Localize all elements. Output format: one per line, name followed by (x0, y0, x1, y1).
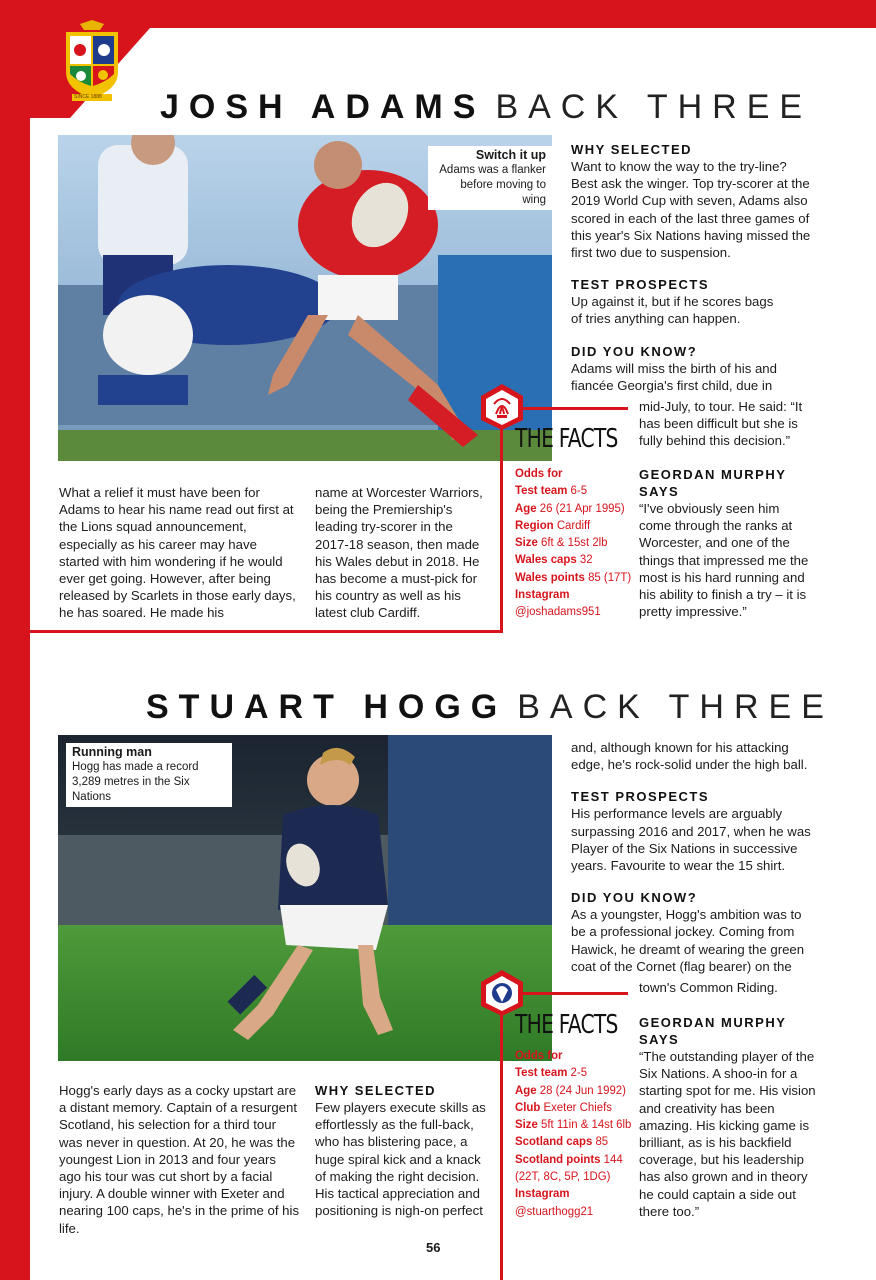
adams-fact-row: Size 6ft & 15st 2lb (515, 535, 608, 550)
hogg-caption-line2: 3,289 metres in the Six Nations (72, 776, 190, 803)
adams-why-heading: WHY SELECTED (571, 142, 693, 157)
hogg-fact-row: Scotland points 144 (515, 1151, 623, 1166)
hogg-position: BACK THREE (517, 688, 834, 726)
page-number: 56 (426, 1240, 441, 1255)
hogg-fact-row: Test team 2-5 (515, 1065, 588, 1080)
hogg-cont-text: and, although known for his attacking edge, he's rock-solid under the high ball. (571, 740, 808, 773)
adams-dyk-heading: DID YOU KNOW? (571, 343, 698, 359)
hogg-dyk-heading: DID YOU KNOW? (571, 890, 698, 906)
adams-caption-title: Switch it up (475, 148, 546, 162)
hogg-facts-title: THE FACTS (515, 1010, 618, 1040)
adams-facts-title: THE FACTS (515, 424, 618, 454)
hogg-fact-row: Age 28 (24 Jun 1992) (515, 1082, 626, 1097)
hogg-gm-heading: GEORDAN MURPHY SAYS (639, 1015, 787, 1047)
adams-caption-line2: before moving to wing (460, 179, 546, 206)
adams-facts-frame-left (500, 407, 503, 633)
hogg-facts-list (515, 1047, 635, 1220)
adams-gm-heading: GEORDAN MURPHY SAYS (639, 467, 787, 499)
adams-photo-caption (428, 146, 552, 210)
adams-why-text: Want to know the way to the try-line? Best ask the winger. Top try-scorer at the 2019 World Cup with seven, Adams also scored in each of the last three games of this year's Six Nations having missed the first two due to suspension. (571, 159, 811, 261)
adams-fact-row: Test team 6-5 (515, 483, 588, 498)
adams-bottom-rule (30, 630, 503, 633)
hogg-name: STUART HOGG (146, 688, 508, 726)
adams-facts-list (515, 465, 635, 621)
adams-fact-row: Region Cardiff (515, 517, 591, 532)
crest-motto: SINCE 1888 (74, 94, 102, 100)
hogg-gm-block (639, 1014, 819, 1220)
hogg-photo-caption (66, 743, 232, 807)
adams-position: BACK THREE (495, 88, 813, 126)
hogg-fact-row: Scotland caps 85 (515, 1134, 609, 1149)
hogg-fact-row: Size 5ft 11in & 14st 6lb (515, 1117, 632, 1132)
adams-fact-row: Instagram (515, 587, 570, 602)
hogg-facts-frame-left (500, 992, 503, 1280)
adams-fact-row: Odds for (515, 466, 563, 480)
hogg-dyk-text-a: As a youngster, Hogg's ambition was to be a professional jockey. Coming from Hawick, he dreamt of wearing the green coat of the Cornet (flag bearer) on the (571, 907, 805, 974)
hogg-dyk-text-b: town's Common Riding. (639, 980, 778, 995)
hogg-right-column (571, 739, 816, 975)
hogg-fact-row: Club Exeter Chiefs (515, 1099, 612, 1114)
adams-headline (160, 88, 812, 127)
adams-gm-block (639, 466, 814, 620)
adams-test-heading: TEST PROSPECTS (571, 277, 710, 293)
adams-name: JOSH ADAMS (160, 88, 486, 126)
adams-fact-row: @joshadams951 (515, 604, 601, 619)
adams-fact-row: Wales caps 32 (515, 552, 593, 567)
adams-fact-row: Wales points 85 (17T) (515, 569, 632, 584)
hogg-gm-text: “The outstanding player of the Six Nations. A shoo-in for a starting spot for me. His vision and creativity has been amazing. His kicking game is brilliant, as is his backfield coverage, but his leadership has also grown and in theory he could captain a side out there too.” (639, 1049, 816, 1219)
adams-gm-text: “I've obviously seen him come through the ranks at Worcester, and one of the things that impressed me the most is his hard running and his ability to finish a try – it is pretty impressive.” (639, 501, 809, 620)
adams-dyk-text-b: mid-July, to tour. He said: “It has been difficult but she is fully behind this decision.” (639, 399, 803, 449)
adams-test-text: Up against it, but if he scores bags of tries anything can happen. (571, 294, 774, 327)
hogg-why-heading: WHY SELECTED (315, 1083, 437, 1098)
hogg-caption-line1: Hogg has made a record (72, 761, 199, 773)
hogg-col1: Hogg's early days as a cocky upstart are a distant memory. Captain of a resurgent Scotland, his selection for a third tour was never in question. At 20, he was the youngest Lion in 2013 and four years ago his tour was cut short by a facial injury. A double winner with Exeter and nearing 100 caps, he's in the prime of his life. (59, 1083, 300, 1236)
hogg-fact-row: Odds for (515, 1048, 563, 1062)
adams-caption-line1: Adams was a flanker (439, 164, 546, 176)
hogg-col2 (315, 1082, 491, 1219)
left-red-bar (0, 0, 30, 1280)
hogg-headline (146, 688, 834, 727)
adams-dyk-text-a: Adams will miss the birth of his and fiancée Georgia's first child, due in (571, 360, 777, 393)
hogg-why-text: Few players execute skills as effortlessly as the full-back, who has blistering pace, a huge spiral kick and a knack of making the right decision. His tactical appreciation and positioning is nigh-on perfect (315, 1100, 486, 1219)
hogg-test-text: His performance levels are arguably surpassing 2016 and 2017, when he was Player of the Six Nations in successive years. Favourite to wear the 15 shirt. (571, 806, 811, 874)
hogg-fact-row: @stuarthogg21 (515, 1203, 594, 1218)
top-red-bar (0, 0, 876, 28)
adams-right-column (571, 141, 811, 394)
hogg-fact-row: Instagram (515, 1186, 570, 1201)
hogg-test-heading: TEST PROSPECTS (571, 789, 710, 805)
adams-col1: What a relief it must have been for Adams to hear his name read out first at the Lions squad announcement, especially as his career may have started with him wondering if he would ever get going. However, after being released by Scarlets in those early days, he has soared. He made his (59, 485, 296, 621)
adams-col2: name at Worcester Warriors, being the Premiership's leading try-scorer in the 2017-18 season, then made his Wales debut in 2018. He has become a must-pick for his country as well as his latest club Cardiff. (315, 485, 483, 621)
hogg-caption-title: Running man (72, 745, 152, 759)
adams-fact-row: Age 26 (21 Apr 1995) (515, 500, 625, 515)
hogg-fact-row: (22T, 8C, 5P, 1DG) (515, 1169, 611, 1184)
lions-crest-logo (60, 20, 124, 104)
